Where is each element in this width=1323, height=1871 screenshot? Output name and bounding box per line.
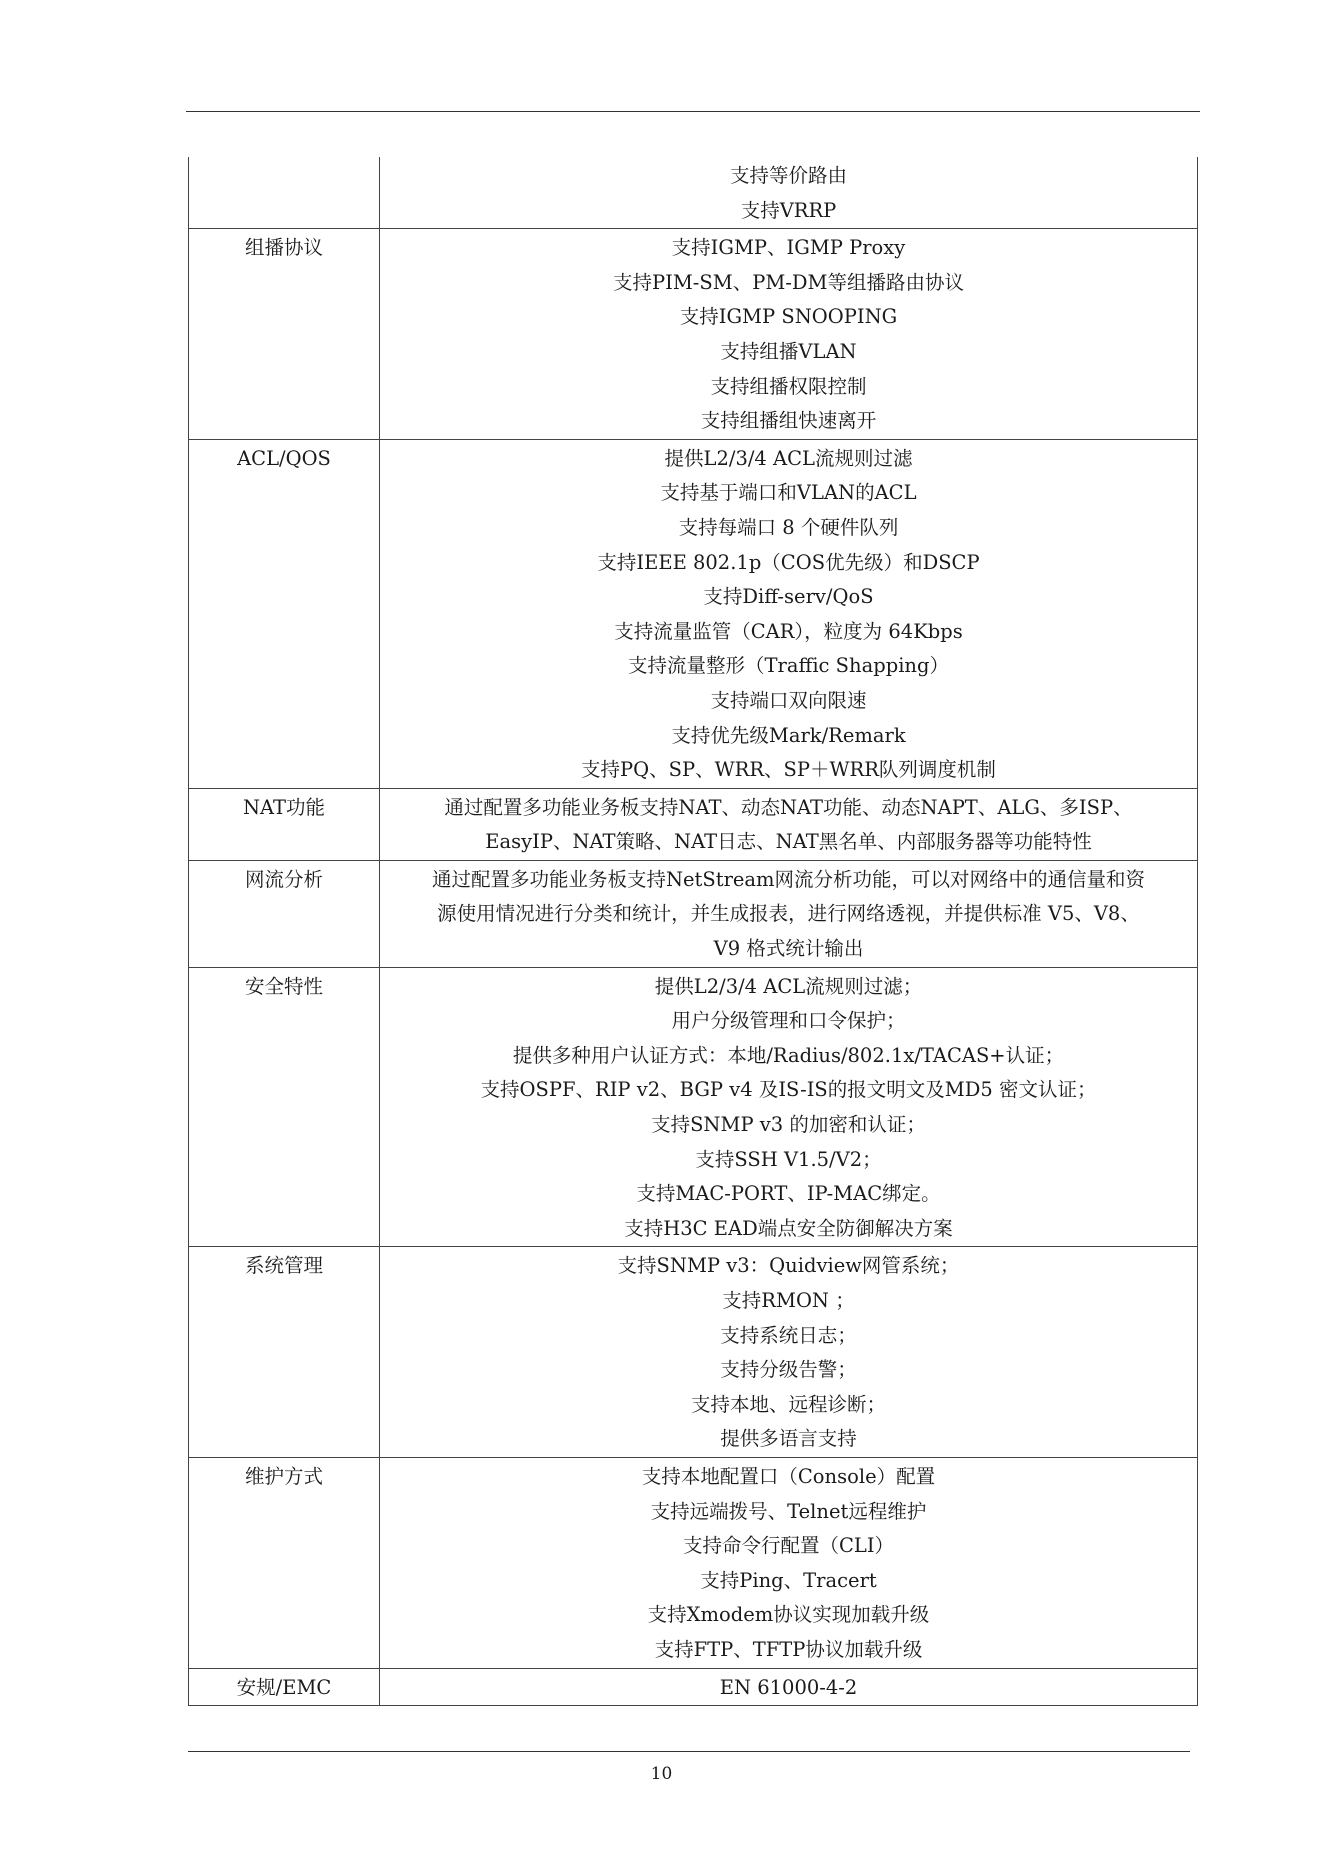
content-line: 支持基于端口和VLAN的ACL — [660, 481, 917, 505]
content-line: 支持组播权限控制 — [710, 374, 867, 398]
content-line: 支持SSH V1.5/V2； — [695, 1147, 882, 1171]
row-label: NAT功能 — [189, 788, 380, 860]
content-line: 支持SNMP v3 的加密和认证； — [651, 1113, 926, 1137]
content-line: 支持PQ、SP、WRR、SP＋WRR队列调度机制 — [581, 758, 996, 782]
row-content — [380, 967, 1198, 1247]
content-line: 支持H3C EAD端点安全防御解决方案 — [624, 1216, 953, 1240]
content-line: 支持端口双向限速 — [710, 688, 867, 712]
content-line: 支持IEEE 802.1p（COS优先级）和DSCP — [597, 550, 980, 574]
content-line: 支持分级告警； — [720, 1358, 857, 1382]
content-line: 用户分级管理和口令保护； — [671, 1009, 906, 1033]
row-label — [189, 157, 380, 229]
content-line: 支持Diff-serv/QoS — [703, 585, 874, 609]
row-content — [380, 157, 1198, 229]
content-line: 提供多语言支持 — [720, 1427, 857, 1451]
content-line: 通过配置多功能业务板支持NAT、动态NAT功能、动态NAPT、ALG、多ISP、 — [444, 795, 1133, 819]
content-line: 支持IGMP SNOOPING — [679, 305, 898, 329]
table-row-system-management — [189, 1247, 1198, 1458]
content-line: 支持组播VLAN — [720, 339, 857, 363]
content-line: 支持MAC-PORT、IP-MAC绑定。 — [636, 1182, 941, 1206]
content-line: 支持优先级Mark/Remark — [671, 723, 906, 747]
content-line: 源使用情况进行分类和统计，并生成报表，进行网络透视，并提供标准 V5、V8、 — [437, 902, 1140, 926]
table-row-netstream — [189, 860, 1198, 967]
content-line: 支持每端口 8 个硬件队列 — [678, 515, 899, 539]
row-label: 维护方式 — [189, 1457, 380, 1668]
content-line: 支持流量监管（CAR），粒度为 64Kbps — [614, 619, 963, 643]
content-line: 支持Xmodem协议实现加载升级 — [647, 1603, 930, 1627]
table-row-acl-qos — [189, 439, 1198, 788]
content-line: 提供多种用户认证方式：本地/Radius/802.1x/TACAS+认证； — [512, 1043, 1065, 1067]
content-line: 支持远端拨号、Telnet远程维护 — [650, 1499, 927, 1523]
content-line: 支持本地配置口（Console）配置 — [641, 1464, 936, 1488]
content-line: 支持流量整形（Traffic Shapping） — [628, 654, 949, 678]
table-row-nat — [189, 788, 1198, 860]
content-line: 通过配置多功能业务板支持NetStream网流分析功能，可以对网络中的通信量和资 — [431, 867, 1146, 891]
content-line: 支持SNMP v3：Quidview网管系统； — [617, 1254, 960, 1278]
row-label: ACL/QOS — [189, 439, 380, 788]
content-line: 支持组播组快速离开 — [700, 409, 877, 433]
content-line: 支持FTP、TFTP协议加载升级 — [654, 1637, 923, 1661]
row-label: 安全特性 — [189, 967, 380, 1247]
content-line: 支持命令行配置（CLI） — [682, 1534, 895, 1558]
content-line: EasyIP、NAT策略、NAT日志、NAT黑名单、内部服务器等功能特性 — [485, 830, 1092, 854]
footer-rule — [188, 1751, 1190, 1752]
row-label: 网流分析 — [189, 860, 380, 967]
row-content — [380, 1457, 1198, 1668]
row-content — [380, 1247, 1198, 1458]
table-row-safety-emc — [189, 1668, 1198, 1706]
spec-table-body — [189, 157, 1198, 1706]
content-line: 支持Ping、Tracert — [700, 1568, 877, 1592]
row-content — [380, 788, 1198, 860]
content-line: 支持本地、远程诊断； — [690, 1392, 886, 1416]
table-row-multicast — [189, 229, 1198, 440]
content-line: 支持VRRP — [740, 198, 837, 222]
row-label: 组播协议 — [189, 229, 380, 440]
page-number: 10 — [650, 1764, 673, 1784]
content-line: 支持OSPF、RIP v2、BGP v4 及IS-IS的报文明文及MD5 密文认证； — [480, 1078, 1097, 1102]
content-line: 支持PIM-SM、PM-DM等组播路由协议 — [613, 270, 964, 294]
spec-table — [188, 157, 1198, 1706]
content-line: 提供L2/3/4 ACL流规则过滤 — [664, 446, 913, 470]
row-content — [380, 1668, 1198, 1706]
content-line: EN 61000-4-2 — [719, 1675, 858, 1699]
row-content — [380, 439, 1198, 788]
content-line: 支持等价路由 — [729, 164, 847, 187]
content-line: V9 格式统计输出 — [713, 937, 864, 961]
table-row-security — [189, 967, 1198, 1247]
content-line: 提供L2/3/4 ACL流规则过滤； — [654, 974, 923, 998]
content-line: 支持RMON ； — [722, 1289, 855, 1312]
row-label: 系统管理 — [189, 1247, 380, 1458]
content-line: 支持系统日志； — [720, 1323, 857, 1347]
row-content — [380, 229, 1198, 440]
table-row-routing-cont — [189, 157, 1198, 229]
row-content — [380, 860, 1198, 967]
header-rule — [186, 111, 1200, 112]
table-row-maintenance — [189, 1457, 1198, 1668]
content-line: 支持IGMP、IGMP Proxy — [671, 236, 906, 260]
row-label: 安规/EMC — [189, 1668, 380, 1706]
